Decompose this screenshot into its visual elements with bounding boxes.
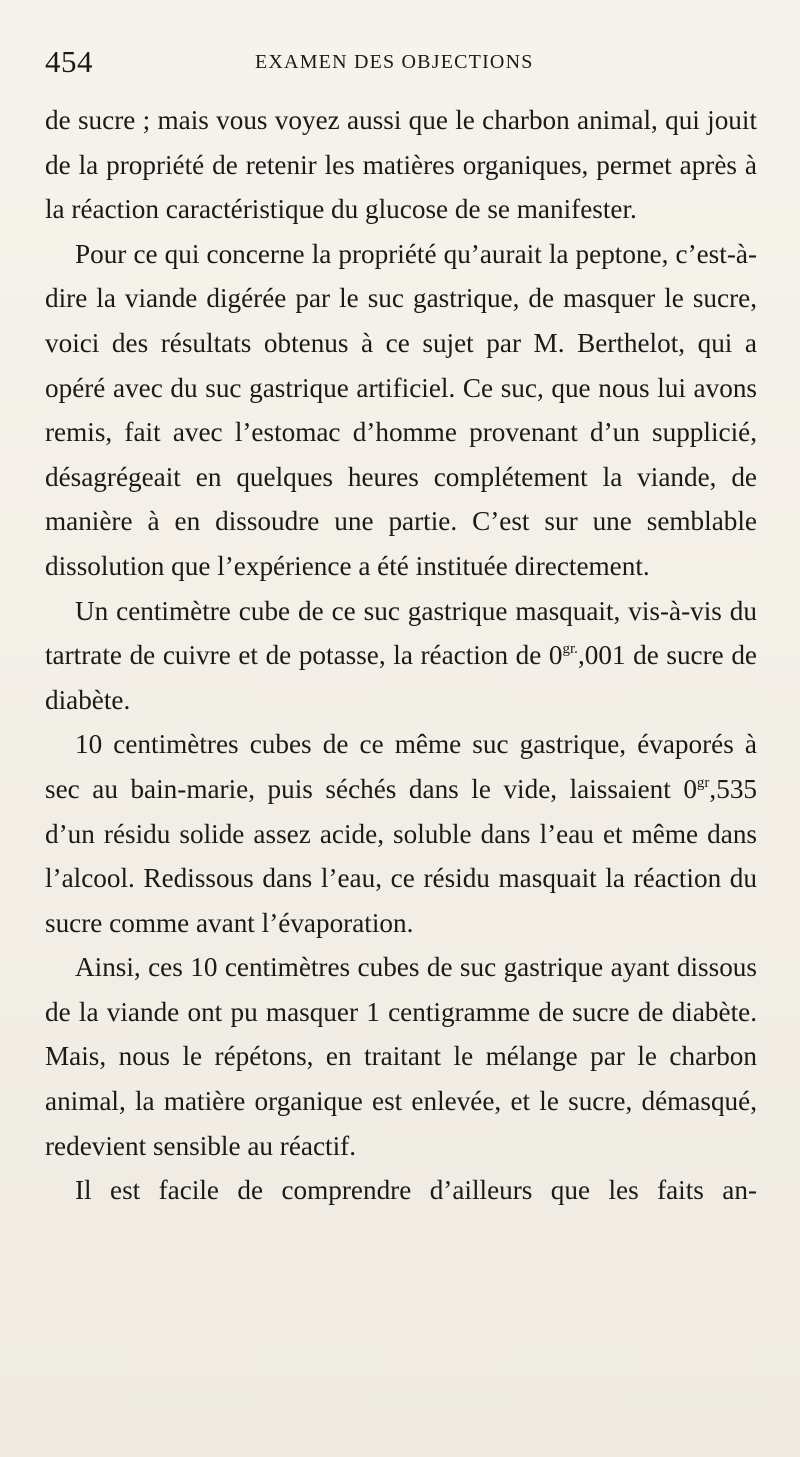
paragraph-text: ,535 d’un résidu solide assez acide, soluble dans l’eau et même dans l’alcool. Redissous dans l’eau, ce résidu masquait la réaction du sucre comme avant l’évaporation. xyxy=(45,773,757,938)
paragraph: Ainsi, ces 10 centimètres cubes de suc gastrique ayant dissous de la viande ont pu masquer 1 centigramme de sucre de diabète. Mais, nous le répétons, en traitant le mélange par le charbon animal, la matière organique est enlevée, et le sucre, démasqué, redevient sensible au réactif. xyxy=(45,952,757,1161)
paragraph-text: ,001 de sucre de diabète. xyxy=(45,640,758,715)
paragraph-text: Un centimètre cube de ce suc gastrique masquait, vis-à-vis du tartrate de cuivre et de potasse, la réaction de 0 xyxy=(45,595,757,671)
paragraph: Il est facile de comprendre d’ailleurs que les faits an- xyxy=(75,1175,757,1206)
body-text xyxy=(45,98,757,1213)
page-header xyxy=(45,38,757,98)
paragraph-text: 10 centimètres cubes de ce même suc gastrique, évaporés à sec au bain-marie, puis séchés dans le vide, laissaient 0 xyxy=(45,729,757,804)
paragraph xyxy=(45,589,757,723)
unit-superscript: gr. xyxy=(562,641,578,658)
running-head: EXAMEN DES OBJECTIONS xyxy=(255,51,534,73)
paragraph xyxy=(45,722,757,945)
paragraph: de sucre ; mais vous voyez aussi que le charbon animal, qui jouit de la propriété de retenir les matières organiques, permet après à la réaction caractéristique du glucose de se manifester. xyxy=(45,105,757,225)
page-number: 454 xyxy=(45,44,93,79)
paragraph: Pour ce qui concerne la propriété qu’aurait la peptone, c’est-à-dire la viande digérée par le suc gastrique, de masquer le sucre, voici des résultats obtenus à ce sujet par M. Berthelot, qui a opéré avec du suc gastrique artificiel. Ce suc, que nous lui avons remis, fait avec l’estomac d’homme provenant d’un supplicié, désagrégeait en quelques heures complétement la viande, de manière à en dissoudre une partie. C’est sur une semblable dissolution que l’expérience a été instituée directement. xyxy=(45,238,757,581)
unit-superscript: gr xyxy=(696,774,710,791)
